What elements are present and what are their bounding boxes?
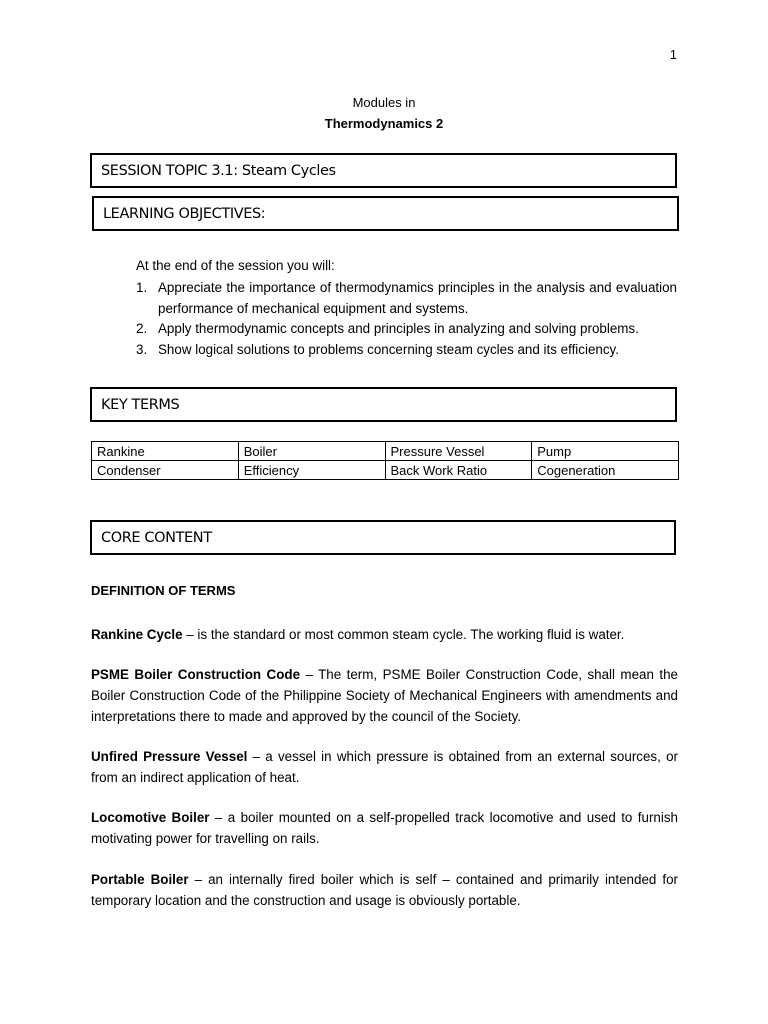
- key-terms-title: KEY TERMS: [101, 396, 180, 413]
- page-number: 1: [669, 47, 677, 62]
- table-cell: Condenser: [92, 461, 239, 480]
- definition-text: – a vessel in which pressure is obtained from an external sources, or from an indirect application of heat.: [91, 749, 678, 785]
- definition-term: PSME Boiler Construction Code: [91, 667, 301, 682]
- objective-text: Show logical solutions to problems concerning steam cycles and its efficiency.: [158, 341, 619, 357]
- objective-item: [136, 319, 677, 340]
- session-topic-box: [90, 153, 677, 188]
- core-content-box: [90, 520, 676, 555]
- table-cell: Cogeneration: [532, 461, 679, 480]
- table-row: [92, 442, 679, 461]
- definition-text: – an internally fired boiler which is self – contained and primarily intended for temporary location and the construction and usage is obviously portable.: [91, 872, 678, 908]
- core-content-title: CORE CONTENT: [101, 529, 212, 546]
- objective-item: [136, 340, 677, 361]
- document-header-subtitle: Modules in: [352, 95, 416, 110]
- definition-paragraph: [91, 624, 678, 645]
- definition-term: Portable Boiler: [91, 872, 189, 887]
- table-cell: Back Work Ratio: [385, 461, 532, 480]
- definition-text: – The term, PSME Boiler Construction Code, shall mean the Boiler Construction Code of the Philippine Society of Mechanical Engineers with amendments and interpretations there to made and approved by the council of the Society.: [91, 667, 678, 724]
- learning-objectives-title: LEARNING OBJECTIVES:: [103, 205, 266, 222]
- table-cell: Efficiency: [238, 461, 385, 480]
- objectives-list: [136, 278, 677, 360]
- definition-paragraph: [91, 746, 678, 788]
- learning-objectives-box: [92, 196, 679, 231]
- definition-paragraph: [91, 807, 678, 849]
- objective-text: Apply thermodynamic concepts and principles in analyzing and solving problems.: [158, 321, 639, 336]
- document-header-title: Thermodynamics 2: [324, 116, 444, 131]
- objective-item: [136, 278, 677, 319]
- table-cell: Rankine: [92, 442, 239, 461]
- table-cell: Boiler: [238, 442, 385, 461]
- definition-paragraph: [91, 664, 678, 727]
- objective-text: Appreciate the importance of thermodynamics principles in the analysis and evaluation performance of mechanical equipment and systems.: [158, 280, 677, 316]
- section-heading: DEFINITION OF TERMS: [91, 583, 236, 598]
- definition-term: Unfired Pressure Vessel: [91, 749, 248, 764]
- table-row: [92, 461, 679, 480]
- objectives-intro: At the end of the session you will:: [136, 258, 335, 273]
- objective-number: 1.: [136, 280, 148, 295]
- key-terms-table: [91, 441, 679, 480]
- definition-text: – a boiler mounted on a self-propelled track locomotive and used to furnish motivating power for travelling on rails.: [91, 810, 678, 846]
- objective-number: 2.: [136, 321, 148, 336]
- table-cell: Pressure Vessel: [385, 442, 532, 461]
- definition-term: Locomotive Boiler: [91, 810, 210, 825]
- session-topic-label: SESSION TOPIC 3.1: Steam Cycles: [101, 162, 336, 179]
- key-terms-box: [90, 387, 677, 422]
- table-cell: Pump: [532, 442, 679, 461]
- definition-term: Rankine Cycle: [91, 627, 183, 642]
- objective-number: 3.: [136, 341, 148, 357]
- definition-paragraph: [91, 869, 678, 911]
- definition-text: – is the standard or most common steam cycle. The working fluid is water.: [182, 627, 625, 642]
